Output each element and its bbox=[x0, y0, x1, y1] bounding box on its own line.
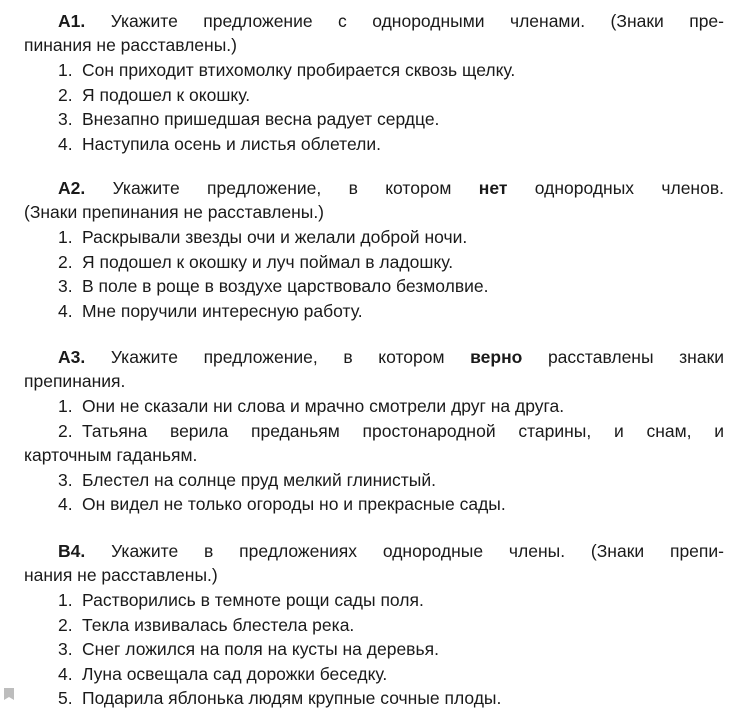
answer-option bbox=[24, 132, 724, 157]
option-text: Подарила яблонька людям крупные сочные плоды. bbox=[82, 688, 502, 709]
option-text: Я подошел к окошку. bbox=[82, 84, 251, 105]
task-number: А2. bbox=[58, 178, 86, 198]
task-b4 bbox=[24, 539, 724, 711]
task-number: А1. bbox=[58, 11, 86, 31]
question-text: Укажите предложение, в котором bbox=[112, 178, 452, 198]
option-text: Мне поручили интересную работу. bbox=[82, 300, 363, 321]
option-number: 4. bbox=[58, 494, 73, 515]
option-text: Внезапно пришедшая весна радует сердце. bbox=[82, 109, 440, 130]
question-text: расставлены знаки bbox=[547, 347, 724, 367]
answer-option bbox=[24, 492, 724, 517]
task-a1 bbox=[24, 9, 724, 156]
question-emphasis: верно bbox=[470, 347, 523, 367]
option-number: 1. bbox=[58, 60, 73, 80]
task-a2 bbox=[24, 176, 724, 323]
option-number: 3. bbox=[58, 639, 73, 660]
answer-option bbox=[24, 468, 724, 493]
option-number: 3. bbox=[58, 469, 73, 490]
option-number: 2. bbox=[58, 251, 73, 272]
question-text: Укажите предложение, в котором bbox=[110, 347, 445, 367]
option-text: Он видел не только огороды но и прекрасные сады. bbox=[82, 494, 506, 515]
option-text: Блестел на солнце пруд мелкий глинистый. bbox=[82, 469, 436, 490]
answer-option bbox=[24, 394, 724, 419]
option-number: 2. bbox=[58, 84, 73, 105]
answer-option bbox=[24, 225, 724, 250]
answer-option bbox=[24, 250, 724, 275]
option-number: 3. bbox=[58, 109, 73, 130]
task-number: А3. bbox=[58, 347, 86, 367]
option-number: 2. bbox=[58, 614, 73, 635]
task-question bbox=[24, 176, 724, 224]
option-text-continuation: карточным гаданьям. bbox=[24, 445, 198, 466]
answer-option bbox=[24, 58, 724, 83]
question-text: однородных членов. bbox=[534, 178, 724, 198]
answer-option bbox=[24, 107, 724, 132]
answer-option bbox=[24, 686, 724, 711]
option-number: 1. bbox=[58, 396, 73, 416]
option-number: 1. bbox=[58, 590, 73, 610]
task-question bbox=[24, 345, 724, 393]
answer-option bbox=[24, 83, 724, 108]
answer-option bbox=[24, 637, 724, 662]
option-number: 4. bbox=[58, 133, 73, 154]
option-text: Снег ложился на поля на кусты на деревья. bbox=[82, 639, 439, 660]
question-line-2: пинания не расставлены.) bbox=[24, 35, 237, 55]
option-text: Раскрывали звезды очи и желали доброй ночи. bbox=[82, 227, 468, 247]
task-number: В4. bbox=[58, 541, 86, 561]
option-text: Они не сказали ни слова и мрачно смотрели друг на друга. bbox=[82, 396, 565, 416]
option-number: 5. bbox=[58, 688, 73, 709]
option-text: Луна освещала сад дорожки беседку. bbox=[82, 663, 388, 684]
task-question bbox=[24, 9, 724, 57]
question-line-1: Укажите в предложениях однородные члены. (Знаки препи- bbox=[111, 541, 724, 561]
question-line-2: препинания. bbox=[24, 371, 126, 391]
answer-option bbox=[24, 299, 724, 324]
option-text: Я подошел к окошку и луч поймал в ладошку. bbox=[82, 251, 454, 272]
bookmark-icon bbox=[4, 688, 14, 700]
option-text: Текла извивалась блестела река. bbox=[82, 614, 355, 635]
option-text: Наступила осень и листья облетели. bbox=[82, 133, 381, 154]
question-emphasis: нет bbox=[478, 178, 508, 198]
task-question bbox=[24, 539, 724, 587]
option-text: В поле в роще в воздухе царствовало безмолвие. bbox=[82, 276, 489, 297]
answer-option bbox=[24, 419, 724, 468]
answer-option bbox=[24, 662, 724, 687]
question-line-2: нания не расставлены.) bbox=[24, 565, 218, 585]
task-a3 bbox=[24, 345, 724, 517]
option-text: Растворились в темноте рощи сады поля. bbox=[82, 590, 424, 610]
answer-option bbox=[24, 613, 724, 638]
option-number: 4. bbox=[58, 663, 73, 684]
question-line-1: Укажите предложение с однородными членами. (Знаки пре- bbox=[110, 11, 724, 31]
answer-option bbox=[24, 274, 724, 299]
answer-option bbox=[24, 588, 724, 613]
option-text: Татьяна верила преданьям простонародной старины, и снам, и bbox=[82, 420, 724, 441]
option-number: 4. bbox=[58, 300, 73, 321]
question-line-2: (Знаки препинания не расставлены.) bbox=[24, 202, 325, 222]
option-text: Сон приходит втихомолку пробирается сквозь щелку. bbox=[82, 60, 516, 80]
option-number: 2. bbox=[58, 420, 73, 441]
option-number: 1. bbox=[58, 227, 73, 247]
option-number: 3. bbox=[58, 276, 73, 297]
